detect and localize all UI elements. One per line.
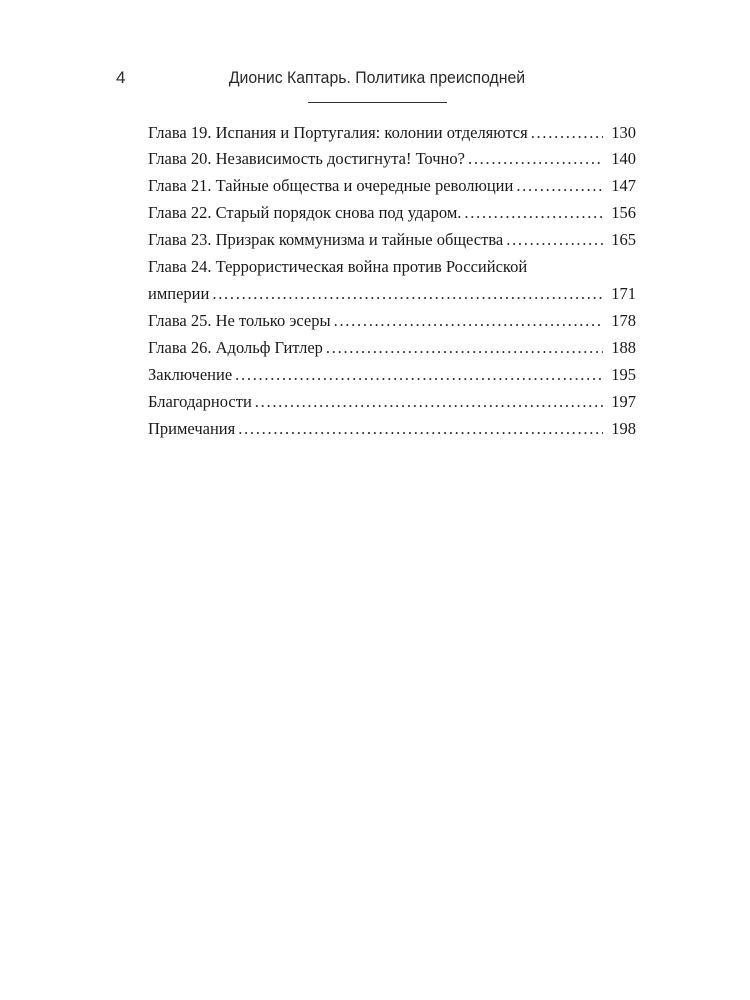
toc-line <box>148 280 636 307</box>
toc-entry-title-line2: империи <box>148 284 210 303</box>
toc-leader-dots <box>464 199 603 226</box>
toc-entry-page: 171 <box>611 284 636 303</box>
toc-entry-title: Заключение <box>148 365 233 384</box>
toc-entry-chapter-26 <box>148 334 636 361</box>
toc-leader-dots <box>326 334 603 361</box>
toc-line <box>148 307 636 334</box>
toc-leader-dots <box>506 226 603 253</box>
toc-entry-page: 156 <box>611 203 636 222</box>
toc-entry-title: Глава 25. Не только эсеры <box>148 311 331 330</box>
toc-entry-chapter-19 <box>148 120 636 145</box>
running-header: Дионис Каптарь. Политика преисподней <box>228 68 526 87</box>
toc-entry-conclusion <box>148 361 636 388</box>
toc-line <box>148 172 636 199</box>
toc-entry-page: 147 <box>611 176 636 195</box>
toc-entry-page: 197 <box>611 392 636 411</box>
toc-entry-acknowledgements <box>148 388 636 415</box>
toc-entry-page: 140 <box>611 149 636 168</box>
toc-entry-notes <box>148 415 636 442</box>
toc-leader-dots <box>468 145 603 172</box>
toc-entry-page: 188 <box>611 338 636 357</box>
toc-leader-dots <box>531 120 603 145</box>
toc-entry-chapter-21 <box>148 172 636 199</box>
toc-line <box>148 226 636 253</box>
toc-leader-dots <box>334 307 603 334</box>
toc-entry-page: 178 <box>611 311 636 330</box>
toc-entry-title: Глава 22. Старый порядок снова под ударом. <box>148 203 462 222</box>
toc-line <box>148 199 636 226</box>
toc-entry-page: 198 <box>611 419 636 438</box>
toc-entry-title: Глава 19. Испания и Португалия: колонии отделяются <box>148 123 528 142</box>
toc-line <box>148 334 636 361</box>
page-number: 4 <box>116 68 126 87</box>
toc-entry-title-line1: Глава 24. Террористическая война против Российской <box>148 257 528 276</box>
toc-line <box>148 388 636 415</box>
toc-entry-chapter-20 <box>148 145 636 172</box>
toc-entry-chapter-24 <box>148 253 636 307</box>
toc-entry-page: 195 <box>611 365 636 384</box>
header-divider <box>308 102 447 103</box>
toc-leader-dots <box>235 361 603 388</box>
toc-line <box>148 415 636 442</box>
toc-entry-chapter-22 <box>148 199 636 226</box>
table-of-contents <box>148 120 636 442</box>
toc-entry-chapter-23 <box>148 226 636 253</box>
toc-leader-dots <box>212 280 603 307</box>
toc-entry-page: 130 <box>611 123 636 142</box>
toc-entry-title: Благодарности <box>148 392 252 411</box>
toc-entry-chapter-25 <box>148 307 636 334</box>
toc-line <box>148 145 636 172</box>
toc-line <box>148 361 636 388</box>
toc-line <box>148 120 636 145</box>
toc-entry-title: Глава 20. Независимость достигнута! Точно? <box>148 149 465 168</box>
toc-leader-dots <box>255 388 603 415</box>
toc-entry-title: Глава 23. Призрак коммунизма и тайные общества <box>148 230 504 249</box>
toc-entry-page: 165 <box>611 230 636 249</box>
toc-entry-title: Глава 21. Тайные общества и очередные революции <box>148 176 514 195</box>
toc-line <box>148 253 636 280</box>
toc-entry-title: Примечания <box>148 419 236 438</box>
toc-leader-dots <box>516 172 603 199</box>
toc-entry-title: Глава 26. Адольф Гитлер <box>148 338 323 357</box>
toc-leader-dots <box>238 415 603 442</box>
